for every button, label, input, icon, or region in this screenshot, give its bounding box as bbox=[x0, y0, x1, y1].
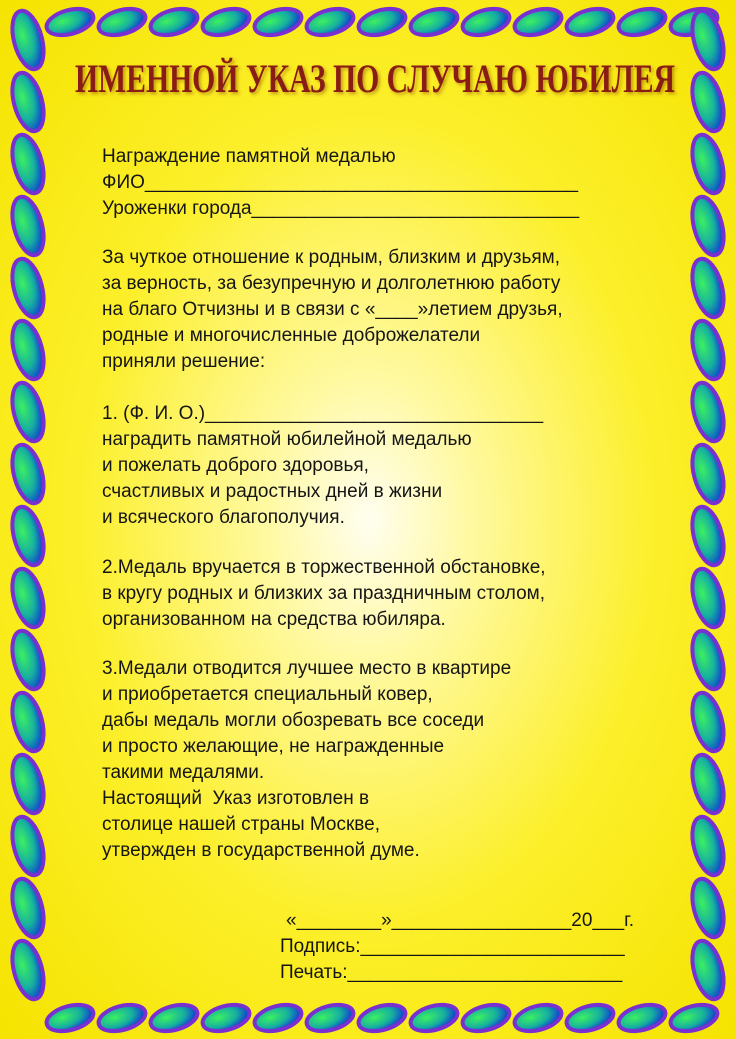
bead bbox=[460, 1000, 513, 1036]
bead bbox=[148, 1000, 201, 1036]
fio-field: ФИО_________________________________________ bbox=[102, 172, 579, 193]
text-line: 1. (Ф. И. О.)________________________________ bbox=[102, 403, 544, 424]
bead bbox=[44, 1000, 97, 1036]
bead bbox=[564, 1000, 617, 1036]
text-line: приняли решение: bbox=[102, 351, 266, 372]
bead bbox=[7, 503, 50, 568]
text-line: и пожелать доброго здоровья, bbox=[102, 455, 369, 476]
stamp-field: Печать:__________________________ bbox=[280, 962, 623, 983]
bead bbox=[687, 503, 730, 568]
bead bbox=[7, 255, 50, 320]
item-1 bbox=[102, 401, 543, 531]
text-line: дабы медаль могли обозревать все соседи bbox=[102, 710, 485, 731]
text-line: и приобретается специальный ковер, bbox=[102, 684, 433, 705]
bead bbox=[7, 565, 50, 630]
text-line: организованном на средства юбиляра. bbox=[102, 609, 446, 630]
bead bbox=[408, 1000, 461, 1036]
bead bbox=[148, 4, 201, 40]
bead bbox=[616, 4, 669, 40]
bead bbox=[616, 1000, 669, 1036]
bead bbox=[687, 751, 730, 816]
signature-section bbox=[280, 908, 634, 986]
bead bbox=[200, 1000, 253, 1036]
bead bbox=[687, 7, 730, 72]
bead bbox=[7, 69, 50, 134]
bead bbox=[7, 627, 50, 692]
bead bbox=[687, 317, 730, 382]
bead bbox=[304, 4, 357, 40]
bead bbox=[200, 4, 253, 40]
bead bbox=[356, 1000, 409, 1036]
text-line: на благо Отчизны и в связи с «____»летием друзья, bbox=[102, 299, 563, 320]
bead bbox=[7, 379, 50, 444]
bead bbox=[564, 4, 617, 40]
bead bbox=[7, 317, 50, 382]
bead bbox=[687, 689, 730, 754]
bead bbox=[687, 193, 730, 258]
bead bbox=[7, 689, 50, 754]
intro-paragraph bbox=[102, 245, 563, 375]
text-line: в кругу родных и близких за праздничным столом, bbox=[102, 583, 546, 604]
bead bbox=[687, 131, 730, 196]
bead bbox=[7, 441, 50, 506]
bead bbox=[408, 4, 461, 40]
text-line: родные и многочисленные доброжелатели bbox=[102, 325, 481, 346]
bead bbox=[252, 4, 305, 40]
bead bbox=[7, 813, 50, 878]
city-field: Уроженки города_______________________________ bbox=[102, 198, 580, 219]
document-title: ИМЕННОЙ УКАЗ ПО СЛУЧАЮ ЮБИЛЕЯ bbox=[75, 56, 676, 101]
text-line: 2.Медаль вручается в торжественной обстановке, bbox=[102, 557, 546, 578]
bead bbox=[460, 4, 513, 40]
text-line: такими медалями. bbox=[102, 762, 265, 783]
bead bbox=[7, 875, 50, 940]
bead bbox=[687, 255, 730, 320]
text-line: и просто желающие, не награжденные bbox=[102, 736, 445, 757]
document-title-banner bbox=[70, 50, 680, 106]
text-line: 3.Медали отводится лучшее место в квартире bbox=[102, 658, 512, 679]
award-line: Награждение памятной медалью bbox=[102, 146, 396, 167]
bead bbox=[668, 1000, 721, 1036]
item-3 bbox=[102, 656, 511, 864]
bead bbox=[7, 193, 50, 258]
text-line: Настоящий Указ изготовлен в bbox=[102, 788, 370, 809]
bead bbox=[304, 1000, 357, 1036]
text-line: и всяческого благополучия. bbox=[102, 507, 345, 528]
bead bbox=[7, 7, 50, 72]
bead bbox=[687, 875, 730, 940]
bead bbox=[356, 4, 409, 40]
bead bbox=[252, 1000, 305, 1036]
item-2 bbox=[102, 555, 546, 633]
bead bbox=[687, 627, 730, 692]
bead bbox=[96, 4, 149, 40]
header-section bbox=[102, 144, 579, 222]
bead bbox=[7, 131, 50, 196]
bead bbox=[687, 441, 730, 506]
text-line: столице нашей страны Москве, bbox=[102, 814, 381, 835]
bead bbox=[687, 813, 730, 878]
bead bbox=[687, 69, 730, 134]
bead bbox=[96, 1000, 149, 1036]
bead bbox=[44, 4, 97, 40]
bead bbox=[687, 565, 730, 630]
bead bbox=[512, 1000, 565, 1036]
text-line: утвержден в государственной думе. bbox=[102, 840, 420, 861]
bead bbox=[7, 751, 50, 816]
text-line: за верность, за безупречную и долголетнюю работу bbox=[102, 273, 561, 294]
text-line: наградить памятной юбилейной медалью bbox=[102, 429, 472, 450]
text-line: За чуткое отношение к родным, близким и друзьям, bbox=[102, 247, 560, 268]
text-line: счастливых и радостных дней в жизни bbox=[102, 481, 443, 502]
bead bbox=[687, 937, 730, 1002]
bead bbox=[7, 937, 50, 1002]
bead bbox=[687, 379, 730, 444]
signature-field: Подпись:_________________________ bbox=[280, 936, 625, 957]
bead bbox=[512, 4, 565, 40]
date-field: «________»_________________20___г. bbox=[286, 910, 635, 931]
